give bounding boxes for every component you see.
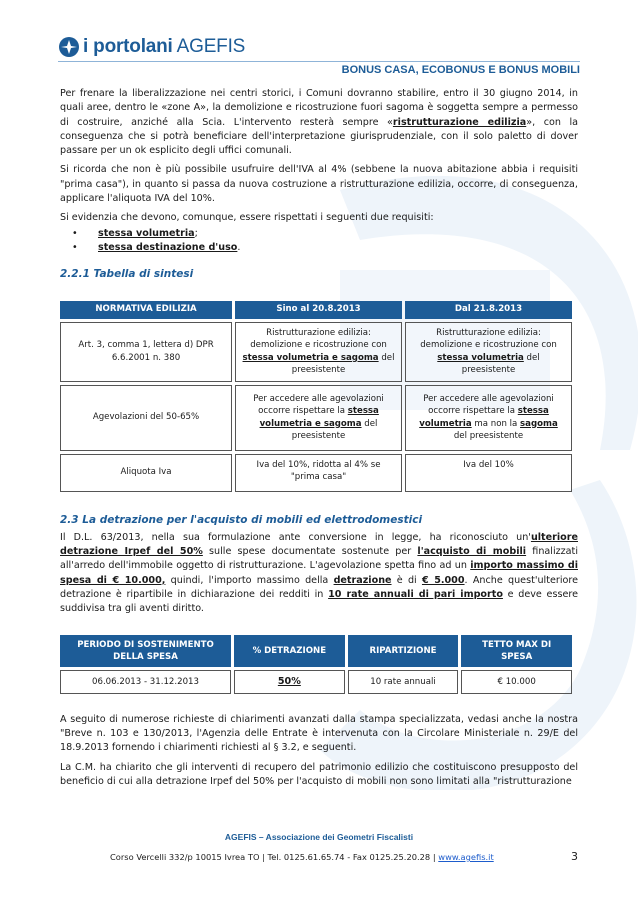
logo-mark-icon: [58, 36, 80, 58]
page-content: [60, 87, 578, 794]
table-row: [60, 454, 572, 492]
table-row: [60, 670, 572, 694]
logo-brand: i portolani: [83, 36, 173, 57]
logo-suffix: AGEFIS: [176, 36, 246, 57]
table-header: Dal 21.8.2013: [405, 301, 572, 319]
agefis-logo: [58, 34, 245, 60]
paragraph: Per frenare la liberalizzazione nei centri storici, i Comuni dovranno stabilire, entro il 30 giugno 2014, in quali aree, dentro le «zone A», la demolizione e ricostruzione fuori sagoma è soggetta sempre a permesso di costruire, anziché alla Scia. L'intervento resterà sempre «ristrutturazione edilizia», con la conseguenza che si potrà beneficiare dell'interpretazione giurisprudenziale, con il solo paletto di dover passare per un ok esplicito degli uffici comunali.: [60, 88, 579, 157]
table-cell: 10 rate annuali: [348, 670, 459, 694]
table-cell: Agevolazioni del 50-65%: [60, 385, 232, 451]
paragraph: Si ricorda che non è più possibile usufruire dell'IVA al 4% (sebbene la nuova abitazione abbia i requisiti "prima casa"), in quanto si passa da nuova costruzione a ristrutturazione edilizia, occorre, di conseguenza, applicare l'aliquota IVA del 10%.: [60, 164, 578, 205]
section-heading: 2.2.1 Tabella di sintesi: [60, 268, 194, 281]
requirements-list: [60, 227, 578, 256]
table-cell: Aliquota Iva: [60, 454, 232, 492]
paragraph: La C.M. ha chiarito che gli interventi di recupero del patrimonio edilizio che costituiscono presupposto del beneficio di cui alla detrazione Irpef del 50% per l'acquisto di mobili non sono limitati alla "ristrutturazione: [60, 761, 578, 787]
section-heading: 2.3 La detrazione per l'acquisto di mobili ed elettrodomestici: [60, 513, 423, 526]
table-cell: Ristrutturazione edilizia: demolizione e ricostruzione con stessa volumetria del preesistente: [405, 322, 572, 382]
furniture-bonus-table: [57, 632, 575, 697]
table-cell: Per accedere alle agevolazioni occorre rispettare la stessa volumetria e sagoma del preesistente: [235, 385, 402, 451]
table-header: Sino al 20.8.2013: [235, 301, 402, 319]
summary-table: [57, 298, 575, 495]
paragraph: Il D.L. 63/2013, nella sua formulazione ante conversione in legge, ha riconosciuto un'ulteriore detrazione Irpef del 50% sulle spese documentate sostenute per l'acquisto di mobili finalizzati all'arredo dell'immobile oggetto di ristrutturazione. L'agevolazione spetta fino ad un importo massimo di spesa di € 10.000, quindi, l'importo massimo della detrazione è di € 5.000. Anche quest'ulteriore detrazione è ripartibile in dichiarazione dei redditi in 10 rate annuali di pari importo e deve essere suddivisa tra gli aventi diritto.: [60, 531, 579, 615]
table-header: RIPARTIZIONE: [348, 635, 459, 667]
list-item: • stessa volumetria;: [98, 227, 578, 241]
paragraph: Si evidenzia che devono, comunque, essere rispettati i seguenti due requisiti:: [60, 212, 434, 224]
table-header: % DETRAZIONE: [234, 635, 345, 667]
table-header: TETTO MAX DI SPESA: [461, 635, 572, 667]
table-cell: 06.06.2013 - 31.12.2013: [60, 670, 231, 694]
paragraph: A seguito di numerose richieste di chiarimenti avanzati dalla stampa specializzata, vedasi anche la nostra "Breve n. 103 e 130/2013, l'Agenzia delle Entrate è intervenuta con la Circolare Ministeriale n. 29/E del 18.9.2013 fornendo i chiarimenti richiesti al § 3.2, e seguenti.: [60, 713, 578, 754]
table-header: NORMATIVA EDILIZIA: [60, 301, 232, 319]
footer-organization: AGEFIS – Associazione dei Geometri Fiscalisti: [224, 832, 414, 842]
table-cell: Art. 3, comma 1, lettera d) DPR 6.6.2001 n. 380: [60, 322, 232, 382]
table-cell: Per accedere alle agevolazioni occorre rispettare la stessa volumetria ma non la sagoma del preesistente: [405, 385, 572, 451]
table-cell: Ristrutturazione edilizia: demolizione e ricostruzione con stessa volumetria e sagoma del preesistente: [235, 322, 402, 382]
list-item: • stessa destinazione d'uso.: [98, 241, 578, 255]
footer-address: Corso Vercelli 332/p 10015 Ivrea TO | Tel. 0125.61.65.74 - Fax 0125.25.20.28 | www.agefis.it: [110, 852, 494, 862]
table-cell: 50%: [234, 670, 345, 694]
document-header-title: BONUS CASA, ECOBONUS E BONUS MOBILI: [341, 64, 580, 76]
table-cell: Iva del 10%: [405, 454, 572, 492]
table-cell: Iva del 10%, ridotta al 4% se "prima casa": [235, 454, 402, 492]
table-row: [60, 322, 572, 382]
table-cell: € 10.000: [461, 670, 572, 694]
header-divider: [58, 61, 580, 62]
website-link[interactable]: www.agefis.it: [438, 852, 494, 862]
page-number: 3: [571, 850, 578, 863]
table-row: [60, 385, 572, 451]
table-header: PERIODO DI SOSTENIMENTO DELLA SPESA: [60, 635, 231, 667]
